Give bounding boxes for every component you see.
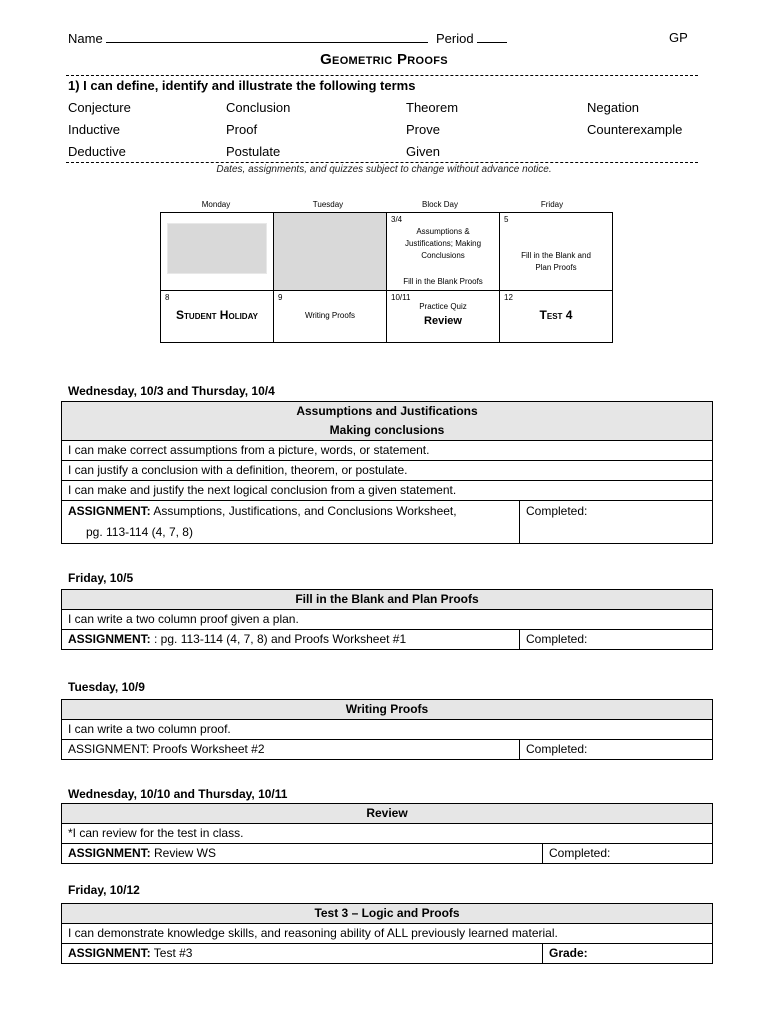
lesson-title: Review [62,804,713,824]
completed-cell[interactable]: Completed: [520,630,713,650]
name-field[interactable] [68,30,428,46]
section-date: Friday, 10/5 [68,571,134,585]
page-title: Geometric Proofs [320,51,448,68]
term: Conjecture [68,100,131,115]
term: Prove [406,122,440,137]
assignment-label: ASSIGNMENT: [68,946,151,960]
completed-cell[interactable]: Completed: [520,501,713,544]
assignment-label: ASSIGNMENT: [68,632,151,646]
date-number: 8 [165,293,170,302]
assignment-cell [62,944,543,964]
assignment-text: Test #3 [150,946,193,960]
lesson-table [61,699,713,760]
section-date: Wednesday, 10/3 and Thursday, 10/4 [68,384,275,398]
period-label: Period [436,31,474,46]
date-number: 3/4 [391,215,403,224]
calendar-day-header: Tuesday [312,200,344,209]
section-date: Friday, 10/12 [68,883,140,897]
term: Conclusion [226,100,291,115]
section-date: Tuesday, 10/9 [68,680,145,694]
calendar-cell-block-day [387,291,500,343]
lesson-title: Assumptions and Justifications [62,402,713,422]
term: Theorem [406,100,459,115]
calendar-day-header: Monday [201,200,231,209]
learning-goal: I can justify a conclusion with a definition, theorem, or postulate. [62,461,713,481]
divider-top [66,75,698,76]
assignment-text: pg. 113-114 (4, 7, 8) [86,525,193,539]
assignment-cell: ASSIGNMENT: Proofs Worksheet #2 [62,740,520,760]
lesson-title: Writing Proofs [62,700,713,720]
calendar-cell-block-day [387,213,500,291]
date-number: 9 [278,293,283,302]
term: Inductive [68,122,121,137]
completed-cell[interactable]: Completed: [543,844,713,864]
name-label: Name [68,31,103,46]
cell-text: Practice Quiz [419,302,467,311]
term: Postulate [226,144,281,159]
cell-text: Fill in the Blank Proofs [403,277,483,286]
cell-text: Student Holiday [176,308,258,322]
calendar-cell-monday [161,291,274,343]
learning-goal: I can write a two column proof. [62,720,713,740]
assignment-text: : pg. 113-114 (4, 7, 8) and Proofs Worksheet #1 [150,632,407,646]
term: Given [406,144,440,159]
calendar-day-header: Block Day [421,200,458,209]
gp-label: GP [669,30,688,45]
name-blank[interactable] [106,30,428,43]
lesson-table [61,401,713,544]
lesson-title: Test 3 – Logic and Proofs [62,904,713,924]
learning-goal: *I can review for the test in class. [62,824,713,844]
learning-goal: I can demonstrate knowledge skills, and reasoning ability of ALL previously learned material. [62,924,713,944]
assignment-cell [62,501,520,544]
term: Negation [587,100,640,115]
date-number: 10/11 [391,293,411,302]
calendar-cell-tuesday [274,213,387,291]
cell-text: Assumptions & Justifications; Making Conclusions [404,227,482,260]
period-blank[interactable] [477,30,507,43]
assignment-text: Review WS [150,846,217,860]
learning-goal: I can make correct assumptions from a picture, words, or statement. [62,441,713,461]
grade-cell[interactable]: Grade: [543,944,713,964]
cell-text: Fill in the Blank and Plan Proofs [521,251,591,272]
calendar-cell-tuesday [274,291,387,343]
period-field[interactable] [436,30,507,46]
lesson-table [61,903,713,964]
cell-text: Test 4 [539,308,573,322]
learning-goal: I can write a two column proof given a plan. [62,610,713,630]
date-number: 12 [504,293,513,302]
assignment-cell [62,630,520,650]
cell-text: Writing Proofs [304,311,356,320]
assignment-text: Assumptions, Justifications, and Conclusions Worksheet, [150,504,457,518]
date-number: 5 [504,215,509,224]
learning-goal: I can make and justify the next logical conclusion from a given statement. [62,481,713,501]
calendar-day-header: Friday [540,200,564,209]
cell-text: Review [424,315,462,327]
term: Deductive [68,144,126,159]
assignment-label: ASSIGNMENT: [68,504,151,518]
lesson-table [61,589,713,650]
calendar [160,212,613,343]
section-date: Wednesday, 10/10 and Thursday, 10/11 [68,787,288,801]
calendar-cell-friday [500,291,613,343]
calendar-cell-friday [500,213,613,291]
lesson-table [61,803,713,864]
calendar-cell-monday [161,213,274,291]
assignment-cell [62,844,543,864]
empty-cell-shading [167,223,267,274]
assignment-label: ASSIGNMENT: [68,846,151,860]
term: Counterexample [587,122,683,137]
divider-bottom [66,162,698,163]
term: Proof [226,122,258,137]
completed-cell[interactable]: Completed: [520,740,713,760]
lesson-title: Fill in the Blank and Plan Proofs [62,590,713,610]
lesson-subtitle: Making conclusions [62,421,713,441]
schedule-note: Dates, assignments, and quizzes subject to change without advance notice. [216,164,552,175]
objective-heading: 1) I can define, identify and illustrate the following terms [68,78,416,93]
